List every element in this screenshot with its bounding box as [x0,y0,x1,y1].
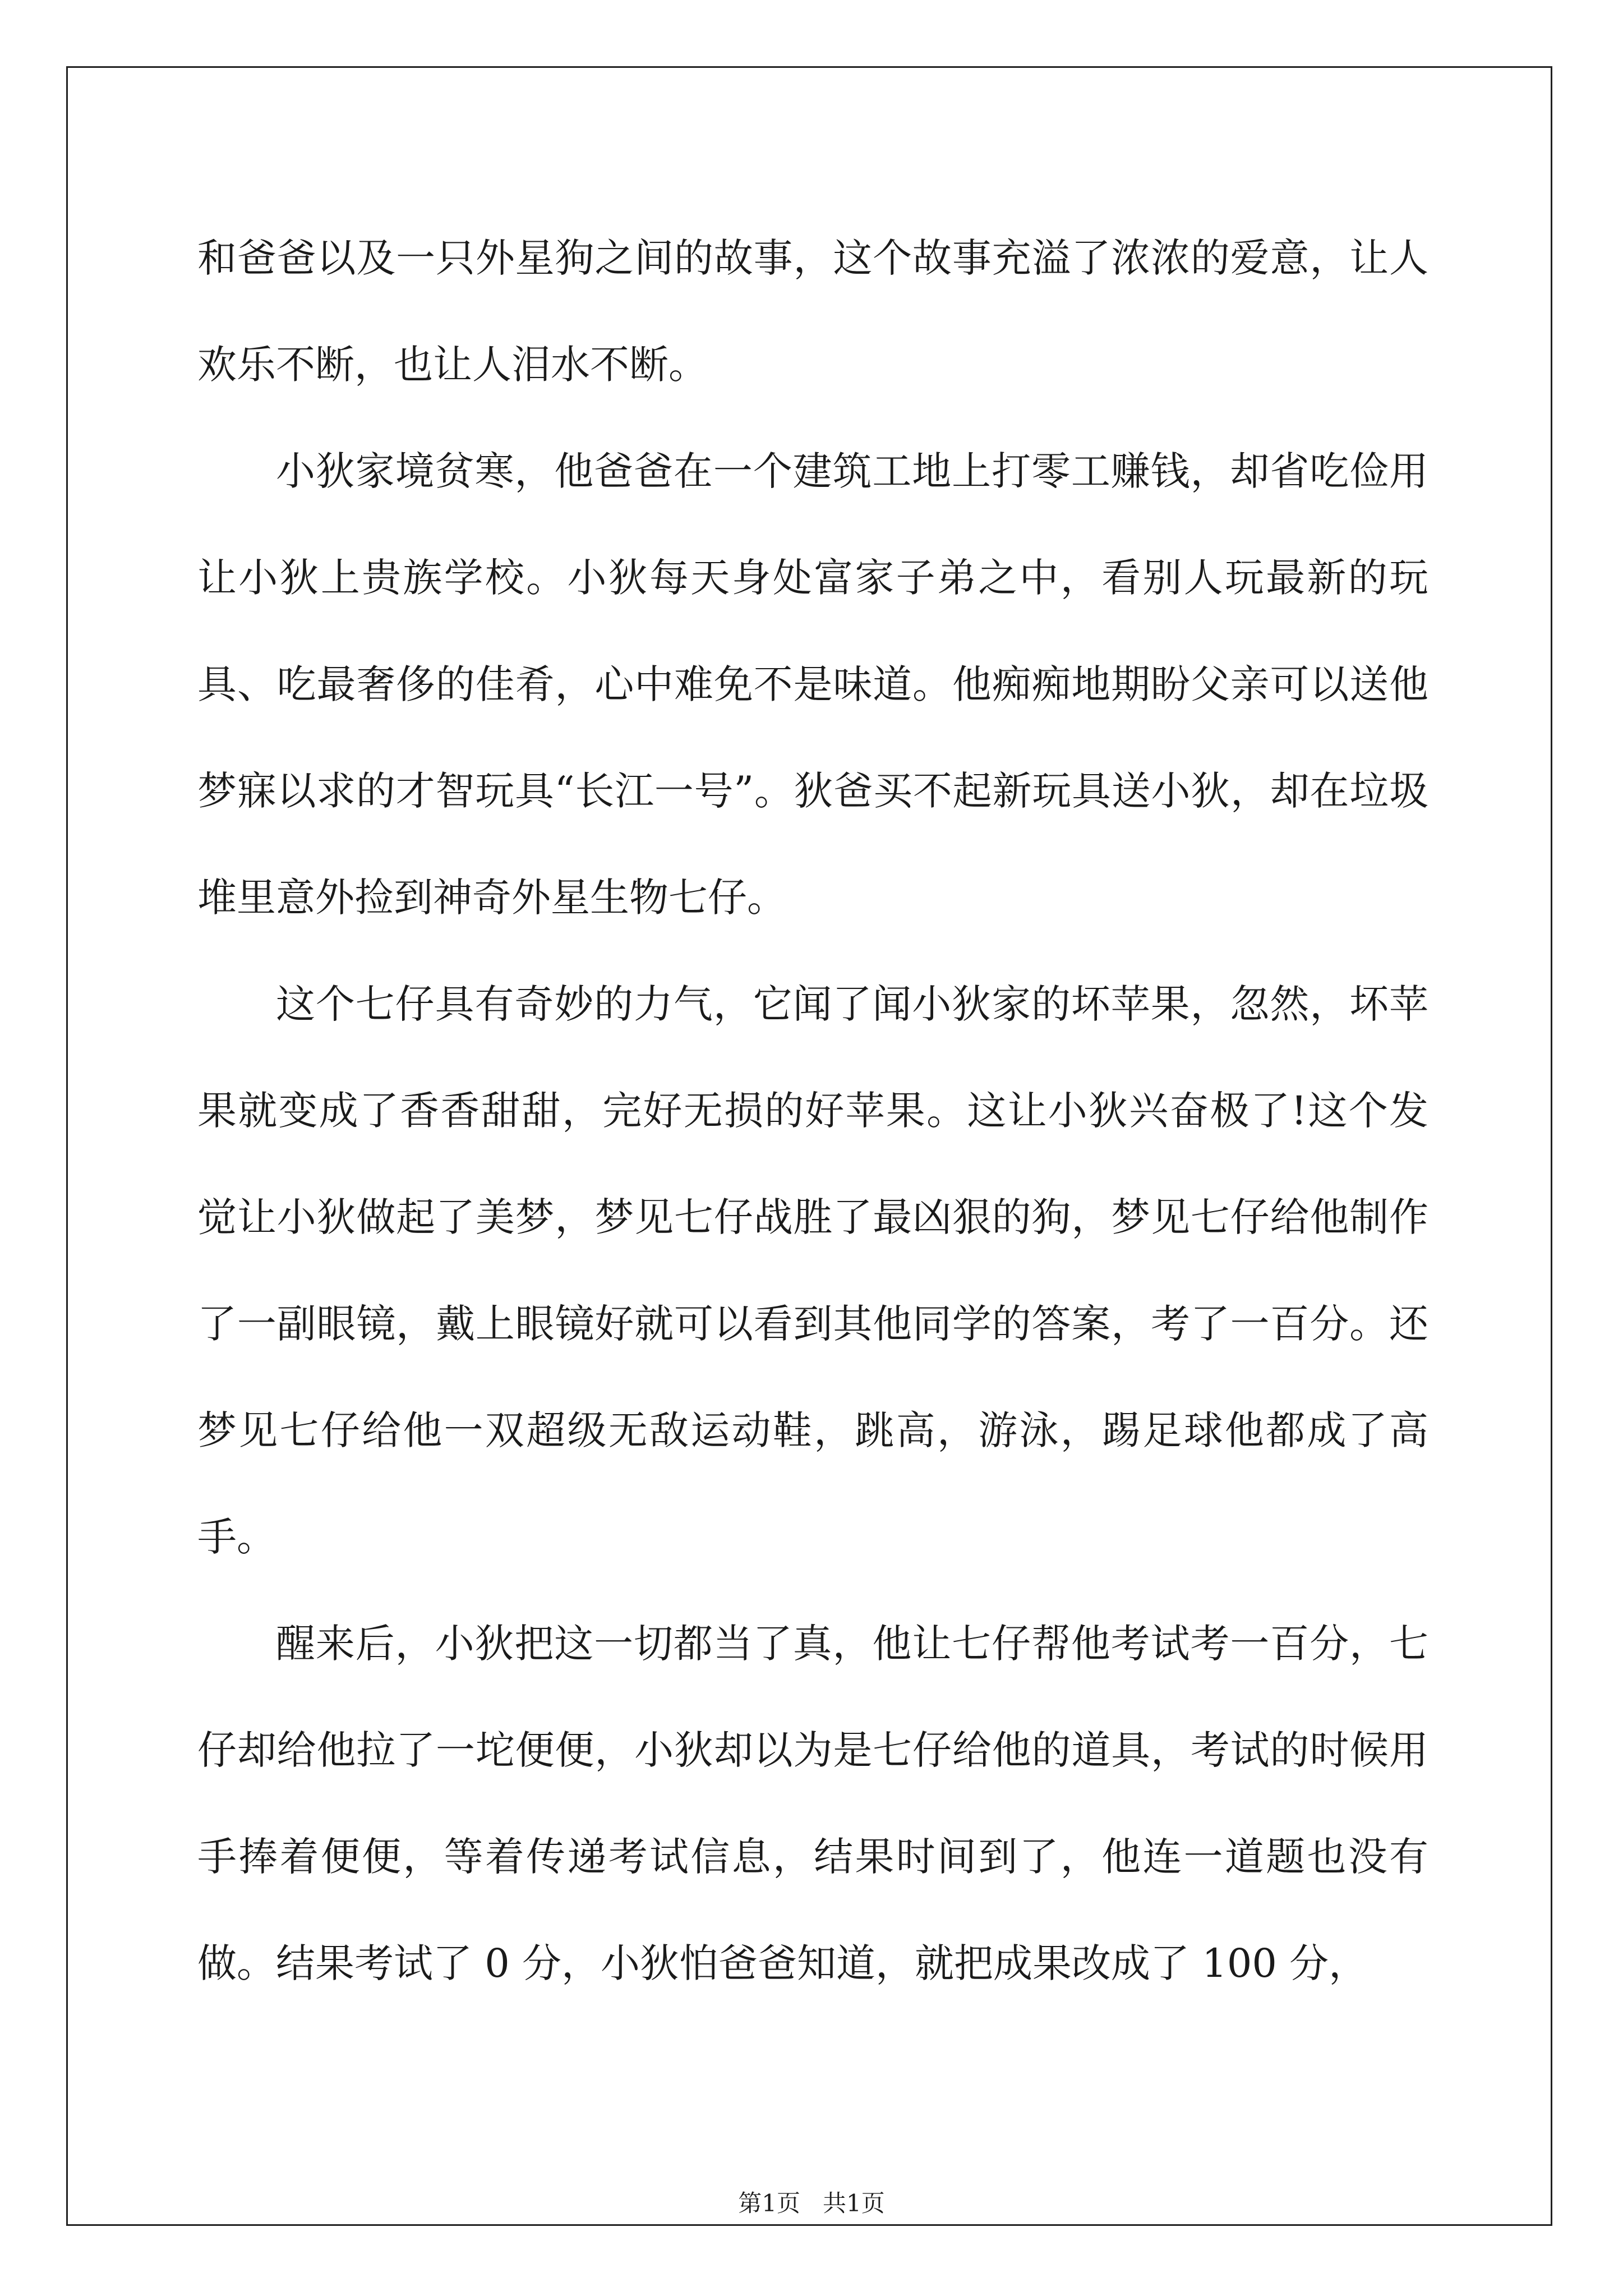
paragraph-4: 醒来后，小狄把这一切都当了真，他让七仔帮他考试考一百分，七仔却给他拉了一坨便便，小狄却以为是七仔给他的道具，考试的时候用手捧着便便，等着传递考试信息，结果时间到了，他连一道题也没有做。结果考试了 0 分，小狄怕爸爸知道，就把成果改成了 100 分， [197,1621,1428,1986]
paragraph-1: 和爸爸以及一只外星狗之间的故事，这个故事充溢了浓浓的爱意，让人欢乐不断，也让人泪水不断。 [197,235,1428,388]
document-body [197,205,1428,2017]
paragraph-3: 这个七仔具有奇妙的力气，它闻了闻小狄家的坏苹果，忽然，坏苹果就变成了香香甜甜，完好无损的好苹果。这让小狄兴奋极了!这个发觉让小狄做起了美梦，梦见七仔战胜了最凶狠的狗，梦见七仔给他制作了一副眼镜，戴上眼镜好就可以看到其他同学的答案，考了一百分。还梦见七仔给他一双超级无敌运动鞋，跳高，游泳，踢足球他都成了高手。 [197,981,1428,1560]
page-footer: 第1页 共1页 [738,2189,885,2217]
paragraph-2: 小狄家境贫寒，他爸爸在一个建筑工地上打零工赚钱，却省吃俭用让小狄上贵族学校。小狄每天身处富家子弟之中，看别人玩最新的玩具、吃最奢侈的佳肴，心中难免不是味道。他痴痴地期盼父亲可以送他梦寐以求的才智玩具“长江一号”。狄爸买不起新玩具送小狄，却在垃圾堆里意外捡到神奇外星生物七仔。 [197,448,1428,921]
